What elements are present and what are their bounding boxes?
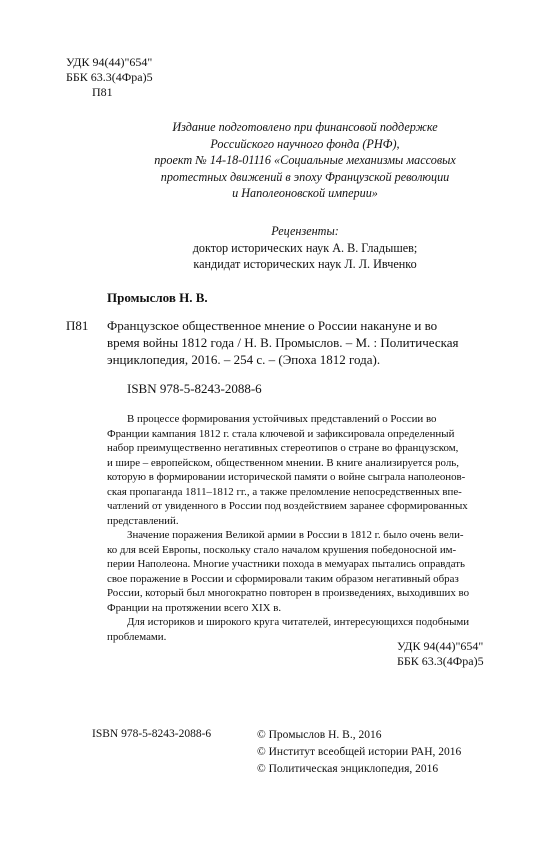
annotation-line: набор преимущественно негативных стереотипов о стране во французском, [107, 442, 459, 454]
copyright-line: © Институт всеобщей истории РАН, 2016 [257, 746, 462, 758]
annotation-line: которую в формировании исторической памяти о войне сыграла наполеонов- [107, 471, 466, 483]
annotation-line: проблемами. [107, 630, 167, 643]
annotation-line: Франции кампания 1812 г. стала ключевой и зафиксировала определенный [107, 427, 455, 440]
funding-line: протестных движений в эпоху Французской революции [160, 169, 450, 184]
udk-code: УДК 94(44)"654" [397, 639, 484, 653]
annotation-line: перии Наполеона. Многие участники похода в мемуарах пытались оправдать [107, 558, 465, 570]
copyright-line: © Промыслов Н. В., 2016 [257, 729, 382, 741]
copyright-line: © Политическая энциклопедия, 2016 [257, 763, 439, 775]
annotation-line: и шире – европейском, общественном мнении. В книге анализируется роль, [107, 456, 459, 469]
annotation-line: чатлений от увиденного в России под воздействием заранее сформированных [107, 500, 468, 512]
biblio-line: энциклопедия, 2016. – 254 с. – (Эпоха 1812 года). [107, 352, 381, 367]
annotation-line: ская пропаганда 1811–1812 гг., а также преломление непосредственных впе- [107, 485, 462, 498]
isbn-bottom: ISBN 978-5-8243-2088-6 [92, 728, 212, 740]
annotation-line: России, который был многократно повторен в произведениях, выходивших во [107, 587, 470, 599]
annotation-line: Франции на протяжении всего XIX в. [107, 601, 282, 614]
annotation-line: ко для всей Европы, поскольку стало началом крушения победоносной им- [107, 543, 457, 556]
classification-codes-bottom [397, 639, 484, 669]
annotation-line: представлений. [107, 514, 179, 527]
funding-line: проект № 14-18-01116 «Социальные механизмы массовых [154, 153, 456, 167]
author-name: Промыслов Н. В. [107, 290, 208, 305]
isbn-main: ISBN 978-5-8243-2088-6 [127, 381, 262, 396]
annotation-line: Значение поражения Великой армии в России в 1812 г. было очень вели- [127, 529, 464, 541]
funding-line: Российского научного фонда (РНФ), [210, 136, 400, 151]
funding-line: Издание подготовлено при финансовой поддержке [172, 120, 438, 134]
reviewers-block [110, 223, 500, 273]
reviewers-heading: Рецензенты: [271, 224, 339, 238]
annotation-line: В процессе формирования устойчивых представлений о России во [127, 413, 437, 425]
copyright-block [257, 727, 461, 778]
classification-codes-top [66, 55, 153, 100]
udk-code: УДК 94(44)"654" [66, 55, 153, 69]
reviewer-item: кандидат исторических наук Л. Л. Ивченко [193, 257, 417, 271]
author-mark-left: П81 [66, 318, 89, 333]
funding-line: и Наполеоновской империи» [232, 186, 378, 200]
annotation-line: свое поражение в России и сформировали таким образом негативный образ [107, 572, 459, 585]
author-mark: П81 [92, 85, 113, 99]
bibliographic-description [107, 317, 487, 368]
annotation-line: Для историков и широкого круга читателей, интересующихся подобными [127, 616, 470, 628]
funding-note [110, 119, 500, 202]
bbk-code: ББК 63.3(4Фра)5 [66, 70, 153, 84]
biblio-line: время войны 1812 года / Н. В. Промыслов. – М. : Политическая [107, 335, 459, 350]
reviewer-item: доктор исторических наук А. В. Гладышев; [192, 240, 418, 255]
biblio-line: Французское общественное мнение о России накануне и во [107, 318, 438, 333]
bbk-code: ББК 63.3(4Фра)5 [397, 654, 484, 668]
annotation [107, 412, 499, 644]
